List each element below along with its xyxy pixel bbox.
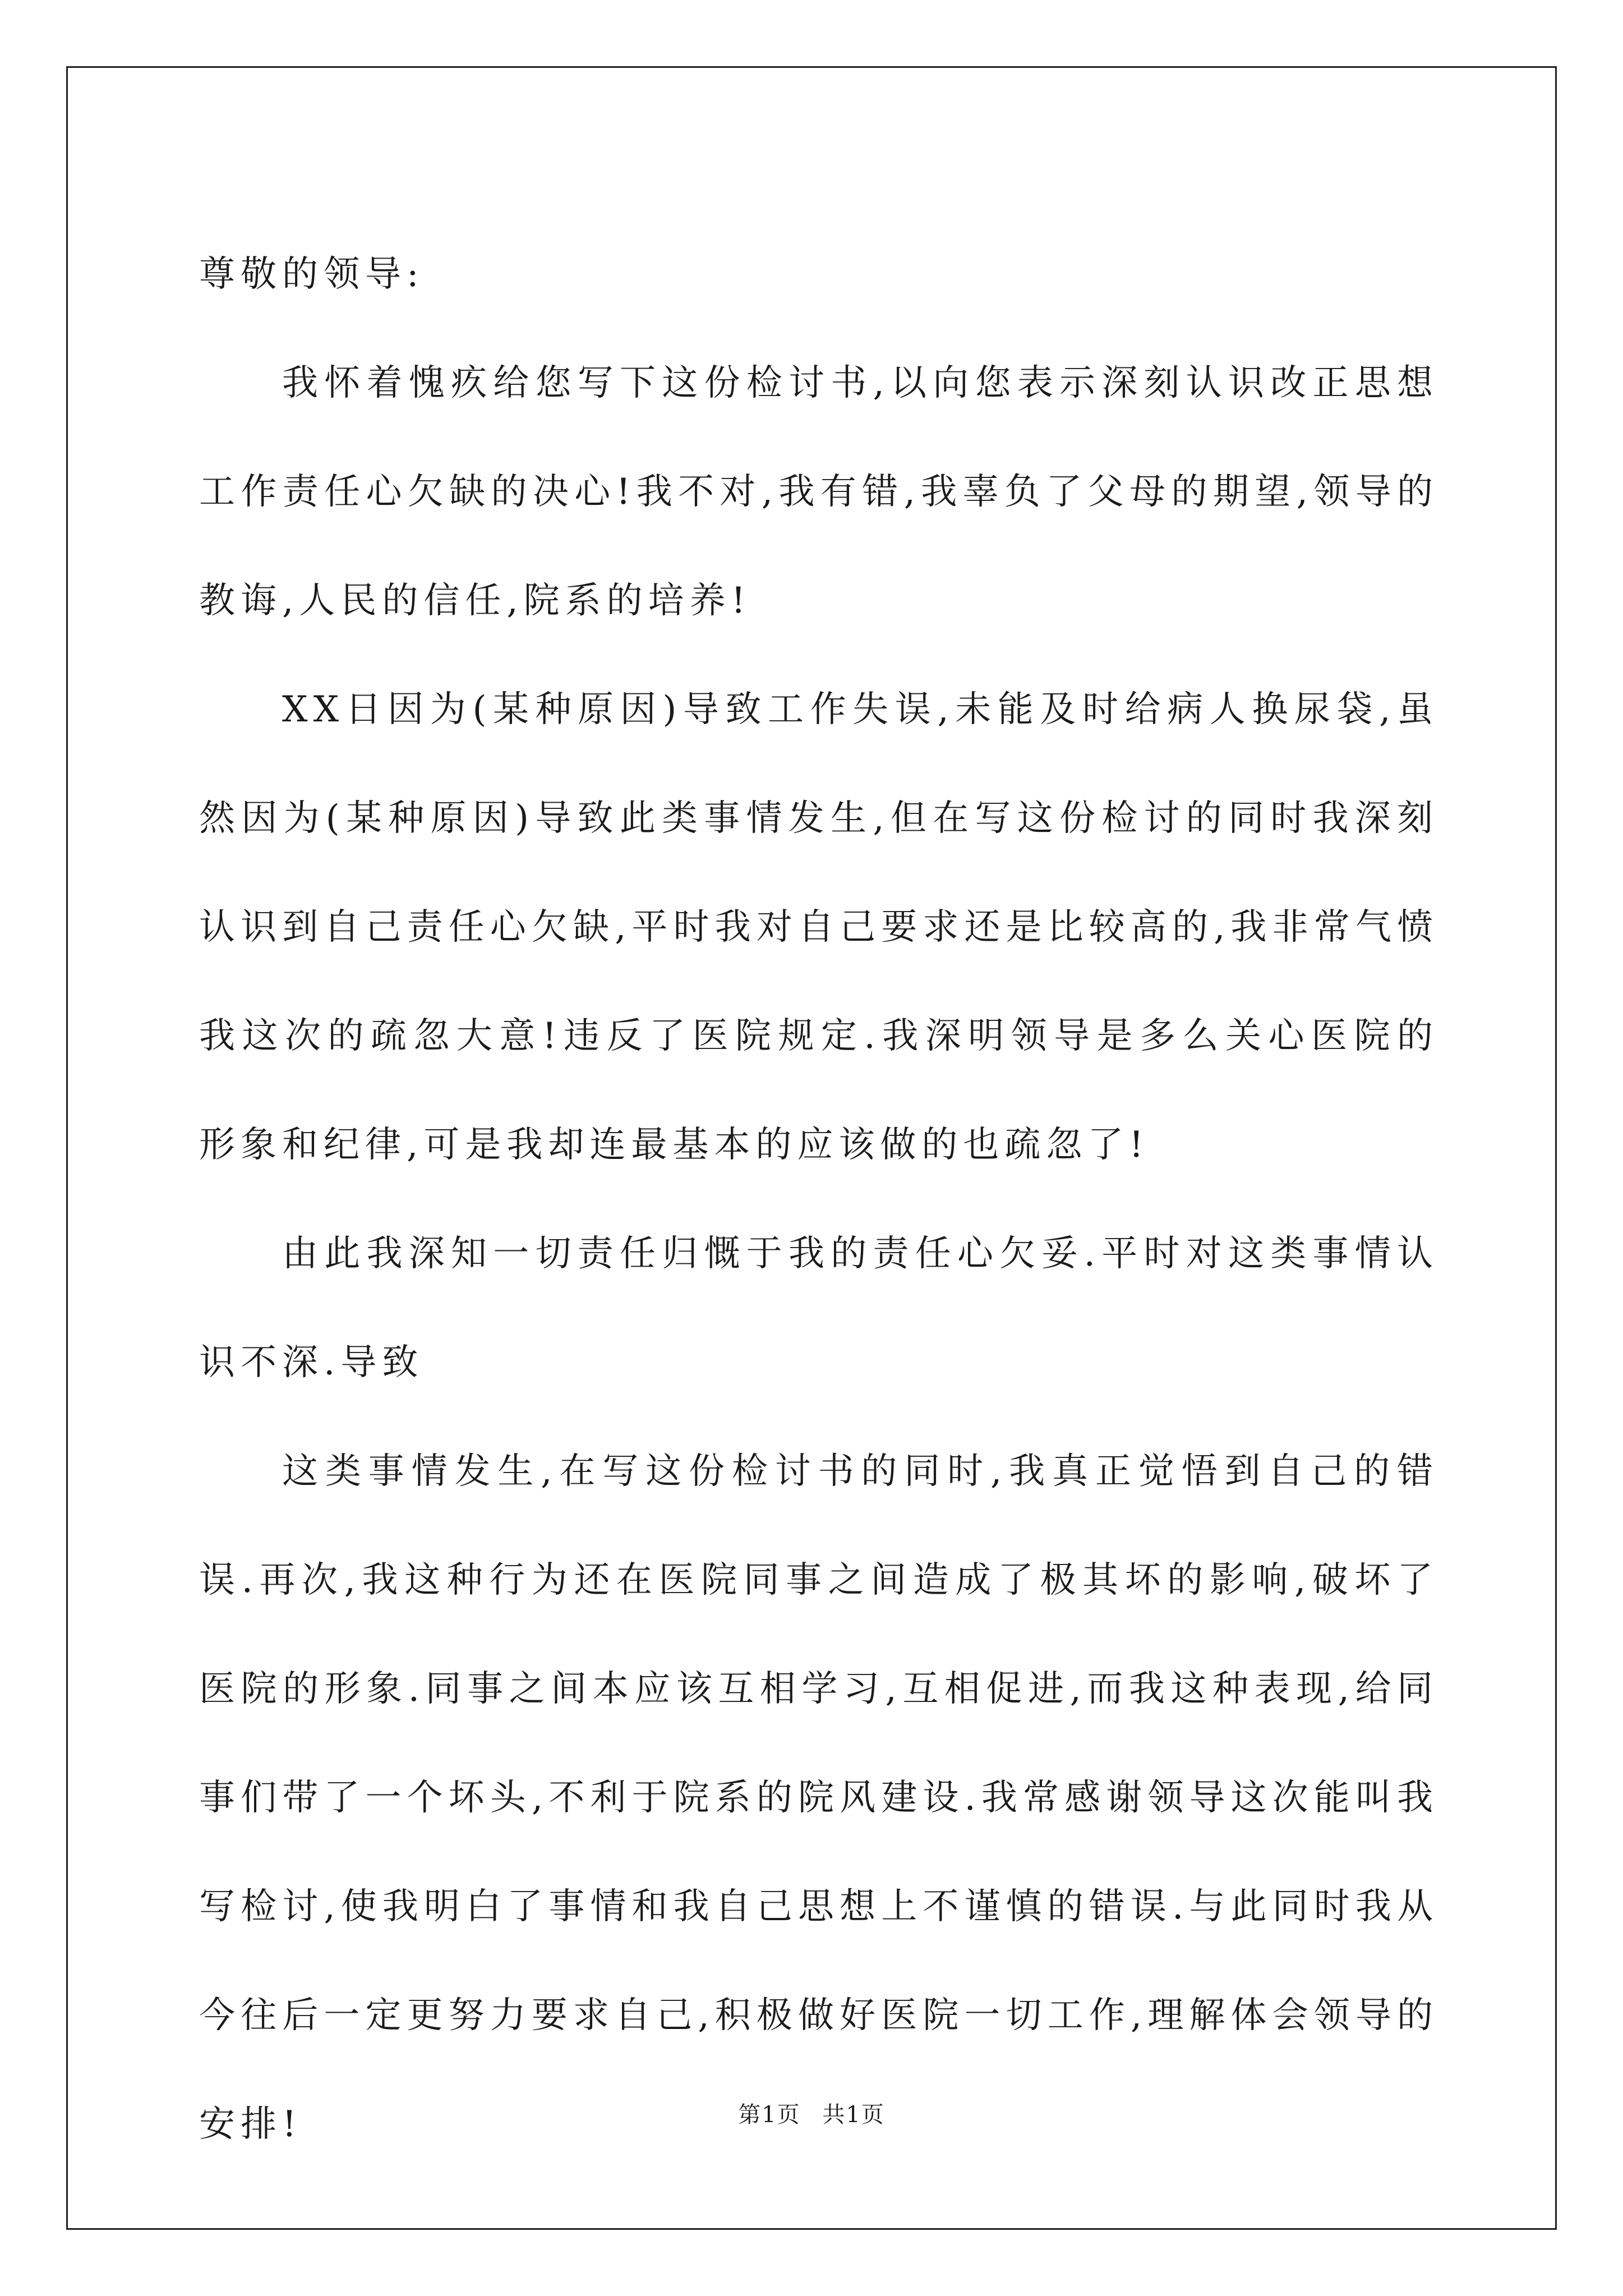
paragraph-4: 这类事情发生,在写这份检讨书的同时,我真正觉悟到自己的错误.再次,我这种行为还在医院同事之间造成了极其坏的影响,破坏了医院的形象.同事之间本应该互相学习,互相促进,而我这种表现,给同事们带了一个坏头,不利于院系的院风建设.我常感谢领导这次能叫我写检讨,使我明白了事情和我自己思想上不谨慎的错误.与此同时我从今往后一定更努力要求自己,积极做好医院一切工作,理解体会领导的安排! bbox=[199, 1451, 1438, 2145]
page-total: 共1页 bbox=[822, 2102, 885, 2128]
paragraph-1: 我怀着愧疚给您写下这份检讨书,以向您表示深刻认识改正思想工作责任心欠缺的决心!我不对,我有错,我辜负了父母的期望,领导的教诲,人民的信任,院系的培养! bbox=[199, 362, 1438, 622]
paragraph-3: 由此我深知一切责任归慨于我的责任心欠妥.平时对这类事情认识不深.导致 bbox=[199, 1233, 1438, 1383]
greeting: 尊敬的领导: bbox=[199, 254, 425, 295]
page-footer bbox=[0, 2097, 1623, 2129]
document-body bbox=[199, 220, 1438, 2179]
paragraph-2: XX日因为(某种原因)导致工作失误,未能及时给病人换尿袋,虽然因为(某种原因)导致此类事情发生,但在写这份检讨的同时我深刻认识到自己责任心欠缺,平时我对自己要求还是比较高的,我非常气愤我这次的疏忽大意!违反了医院规定.我深明领导是多么关心医院的形象和纪律,可是我却连最基本的应该做的也疏忽了! bbox=[199, 689, 1438, 1166]
page-number: 第1页 bbox=[738, 2102, 801, 2128]
